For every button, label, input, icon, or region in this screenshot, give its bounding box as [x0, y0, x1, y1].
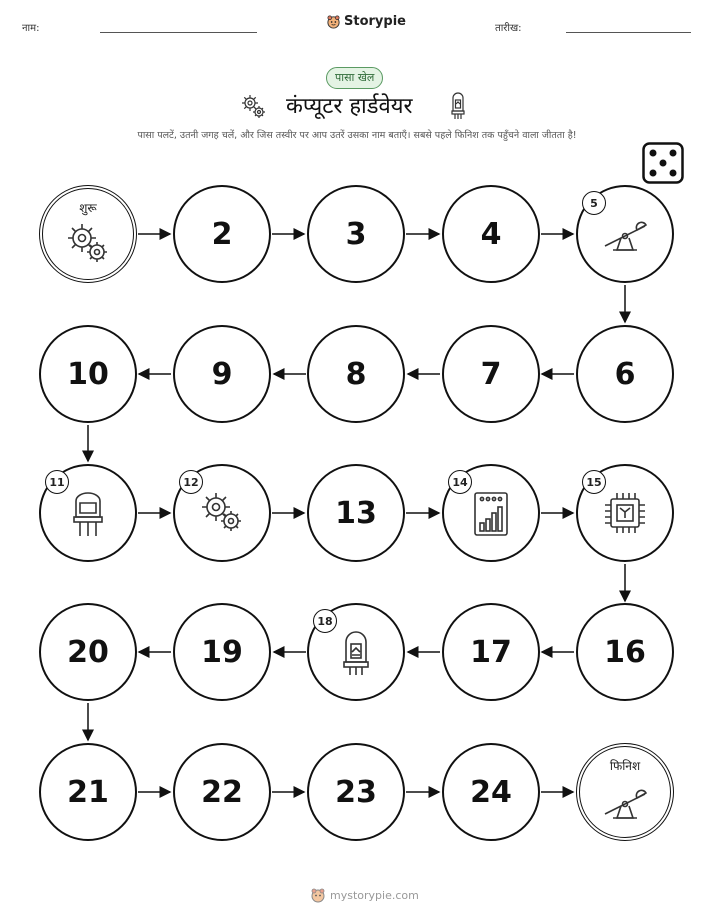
gears-icon — [64, 220, 112, 268]
cell-number: 8 — [345, 356, 367, 392]
cell-number: 19 — [201, 634, 243, 670]
seesaw-icon — [601, 210, 649, 258]
seesaw-icon — [601, 778, 649, 826]
cpu-chip-icon — [601, 489, 649, 537]
board-cell-17 — [442, 603, 540, 701]
board-cell-20 — [39, 603, 137, 701]
cell-number: 20 — [67, 634, 109, 670]
board-cell-7 — [442, 325, 540, 423]
cell-number: 2 — [211, 216, 233, 252]
cell-number: 7 — [480, 356, 502, 392]
cell-number: 21 — [67, 774, 109, 810]
cell-number: 23 — [335, 774, 377, 810]
board-cell-21 — [39, 743, 137, 841]
board-cell-10 — [39, 325, 137, 423]
cell-number-badge: 15 — [582, 470, 606, 494]
board-cell-22 — [173, 743, 271, 841]
page-title: कंप्यूटर हार्डवेयर — [286, 94, 413, 119]
footer — [310, 887, 419, 903]
name-label: नाम: — [22, 23, 40, 34]
cell-number: 16 — [604, 634, 646, 670]
board-cell-6 — [576, 325, 674, 423]
game-type-badge: पासा खेल — [326, 67, 383, 89]
start-label: शुरू — [79, 201, 97, 215]
cell-number-badge: 5 — [582, 191, 606, 215]
cell-number: 3 — [345, 216, 367, 252]
board-cell-24 — [442, 743, 540, 841]
cell-number: 10 — [67, 356, 109, 392]
gears-icon — [198, 489, 246, 537]
cell-number: 22 — [201, 774, 243, 810]
vacuum-tube-icon — [332, 628, 380, 676]
cell-number: 24 — [470, 774, 512, 810]
cell-number-badge: 18 — [313, 609, 337, 633]
cell-number: 6 — [614, 356, 636, 392]
transistor-icon — [64, 489, 112, 537]
board-cell-12 — [173, 464, 271, 562]
instructions: पासा पलटें, उतनी जगह चलें, और जिस तस्वीर पर आप उतरें उसका नाम बताएँ। सबसे पहले फिनिश तक पहुँचने वाला जीतता है! — [137, 130, 577, 141]
cell-number: 13 — [335, 495, 377, 531]
footer-site: mystorypie.com — [330, 888, 419, 902]
start-cell — [39, 185, 137, 283]
finish-cell — [576, 743, 674, 841]
date-label: तारीख: — [495, 23, 522, 34]
board-cell-16 — [576, 603, 674, 701]
board-cell-2 — [173, 185, 271, 283]
cell-number: 9 — [211, 356, 233, 392]
cell-number-badge: 14 — [448, 470, 472, 494]
board-cell-13 — [307, 464, 405, 562]
finish-label: फिनिश — [609, 759, 641, 773]
brand-name: Storypie — [344, 14, 406, 29]
board-cell-5 — [576, 185, 674, 283]
storypie-mascot-icon — [310, 887, 326, 903]
board-cell-4 — [442, 185, 540, 283]
chart-device-icon — [467, 489, 515, 537]
board-cell-23 — [307, 743, 405, 841]
board-cell-15 — [576, 464, 674, 562]
board-cell-9 — [173, 325, 271, 423]
cell-number-badge: 11 — [45, 470, 69, 494]
board-cell-8 — [307, 325, 405, 423]
board-cell-19 — [173, 603, 271, 701]
cell-number: 4 — [480, 216, 502, 252]
cell-number: 17 — [470, 634, 512, 670]
board-cell-3 — [307, 185, 405, 283]
board-cell-11 — [39, 464, 137, 562]
board-cell-18 — [307, 603, 405, 701]
board-cell-14 — [442, 464, 540, 562]
cell-number-badge: 12 — [179, 470, 203, 494]
